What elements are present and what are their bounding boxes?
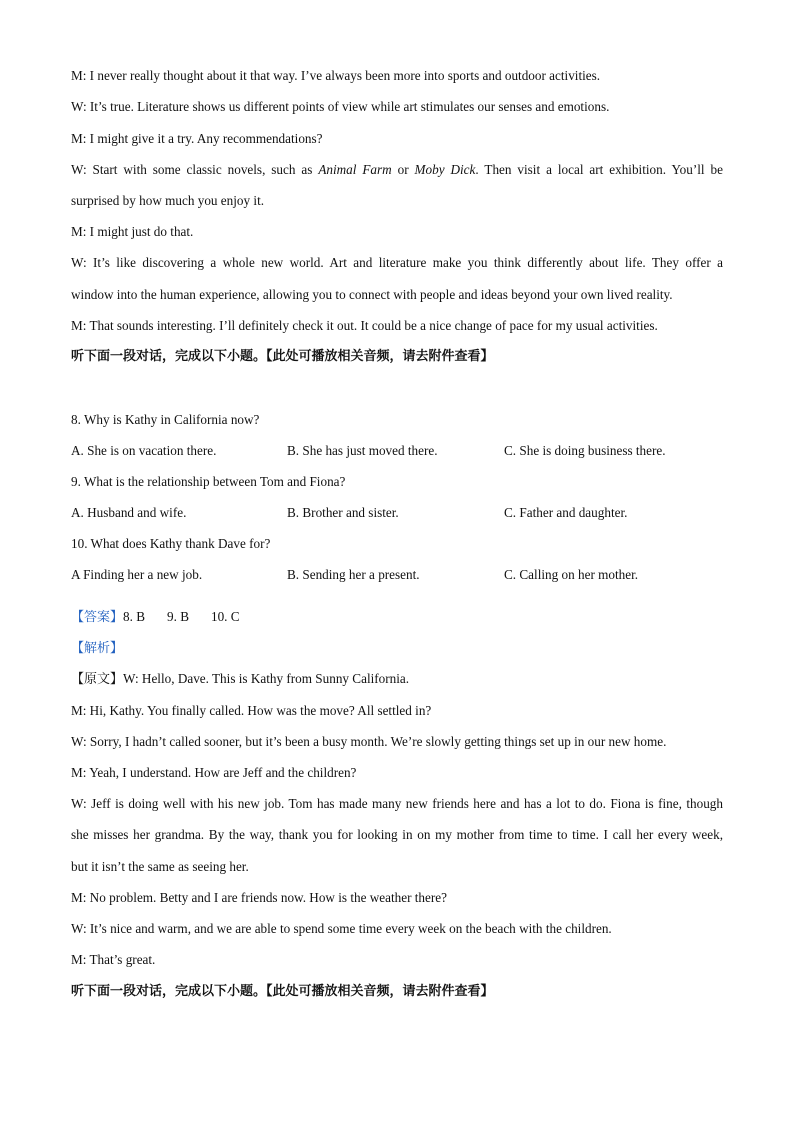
answer-line [71,608,723,627]
transcript-line: M: Hi, Kathy. You finally called. How was the move? All settled in? [71,703,432,718]
option-b: B. Brother and sister. [287,505,399,520]
dialogue-line: M: I never really thought about it that way. I’ve always been more into sports and outdoor activities. [71,68,601,83]
dialogue-line: surprised by how much you enjoy it. [71,193,265,208]
option-c: C. Calling on her mother. [504,567,639,582]
text-span: W: Start with some classic novels, such as [71,162,319,177]
answer-tag: 【答案】 [71,610,124,625]
analysis-line [71,639,723,658]
option-c: C. She is doing business there. [504,443,666,458]
analysis-tag: 【解析】 [71,641,124,656]
listening-instruction: 听下面一段对话，完成以下小题。【此处可播放相关音频，请去附件查看】 [71,984,494,999]
text-span: W: Hello, Dave. This is Kathy from Sunny California. [123,671,410,686]
text-span: or [391,162,415,177]
text-span: . Then visit a local art exhibition. You’ll be [475,162,723,177]
transcript-line: but it isn’t the same as seeing her. [71,859,249,874]
option-a: A. She is on vacation there. [71,443,217,458]
transcript-line: W: It’s nice and warm, and we are able to spend some time every week on the beach with the children. [71,921,612,936]
question: 10. What does Kathy thank Dave for? [71,536,271,551]
transcript-line: W: Jeff is doing well with his new job. Tom has made many new friends here and has a lot to do. Fiona is fine, though [71,796,723,811]
transcript-line: M: No problem. Betty and I are friends now. How is the weather there? [71,890,447,905]
original-tag: 【原文】 [71,672,124,687]
dialogue-line: window into the human experience, allowing you to connect with people and ideas beyond your own lived reality. [71,287,673,302]
book-title: Moby Dick [414,162,476,177]
dialogue-line: M: I might give it a try. Any recommendations? [71,131,323,146]
transcript-line: she misses her grandma. By the way, thank you for looking in on my mother from time to time. I call her every week, [71,827,723,842]
question: 8. Why is Kathy in California now? [71,412,260,427]
book-title: Animal Farm [318,162,392,177]
option-b: B. She has just moved there. [287,443,438,458]
answer-8: 8. B [123,609,145,624]
listening-instruction: 听下面一段对话，完成以下小题。【此处可播放相关音频，请去附件查看】 [71,349,494,364]
dialogue-line: M: That sounds interesting. I’ll definitely check it out. It could be a nice change of pace for my usual activities. [71,318,658,333]
dialogue-line: W: It’s true. Literature shows us different points of view while art stimulates our senses and emotions. [71,99,610,114]
transcript-line: W: Sorry, I hadn’t called sooner, but it’s been a busy month. We’re slowly getting things set up in our new home. [71,734,667,749]
option-a: A Finding her a new job. [71,567,203,582]
transcript-line: M: Yeah, I understand. How are Jeff and the children? [71,765,357,780]
answer-10: 10. C [210,609,240,624]
option-c: C. Father and daughter. [504,505,628,520]
transcript-line [71,670,723,689]
transcript-line: M: That’s great. [71,952,156,967]
option-a: A. Husband and wife. [71,505,187,520]
option-b: B. Sending her a present. [287,567,420,582]
dialogue-line [71,161,723,179]
answer-9: 9. B [167,609,189,624]
dialogue-line: M: I might just do that. [71,224,194,239]
question: 9. What is the relationship between Tom and Fiona? [71,474,346,489]
dialogue-line: W: It’s like discovering a whole new world. Art and literature make you think differently about life. They offer a [71,255,723,270]
